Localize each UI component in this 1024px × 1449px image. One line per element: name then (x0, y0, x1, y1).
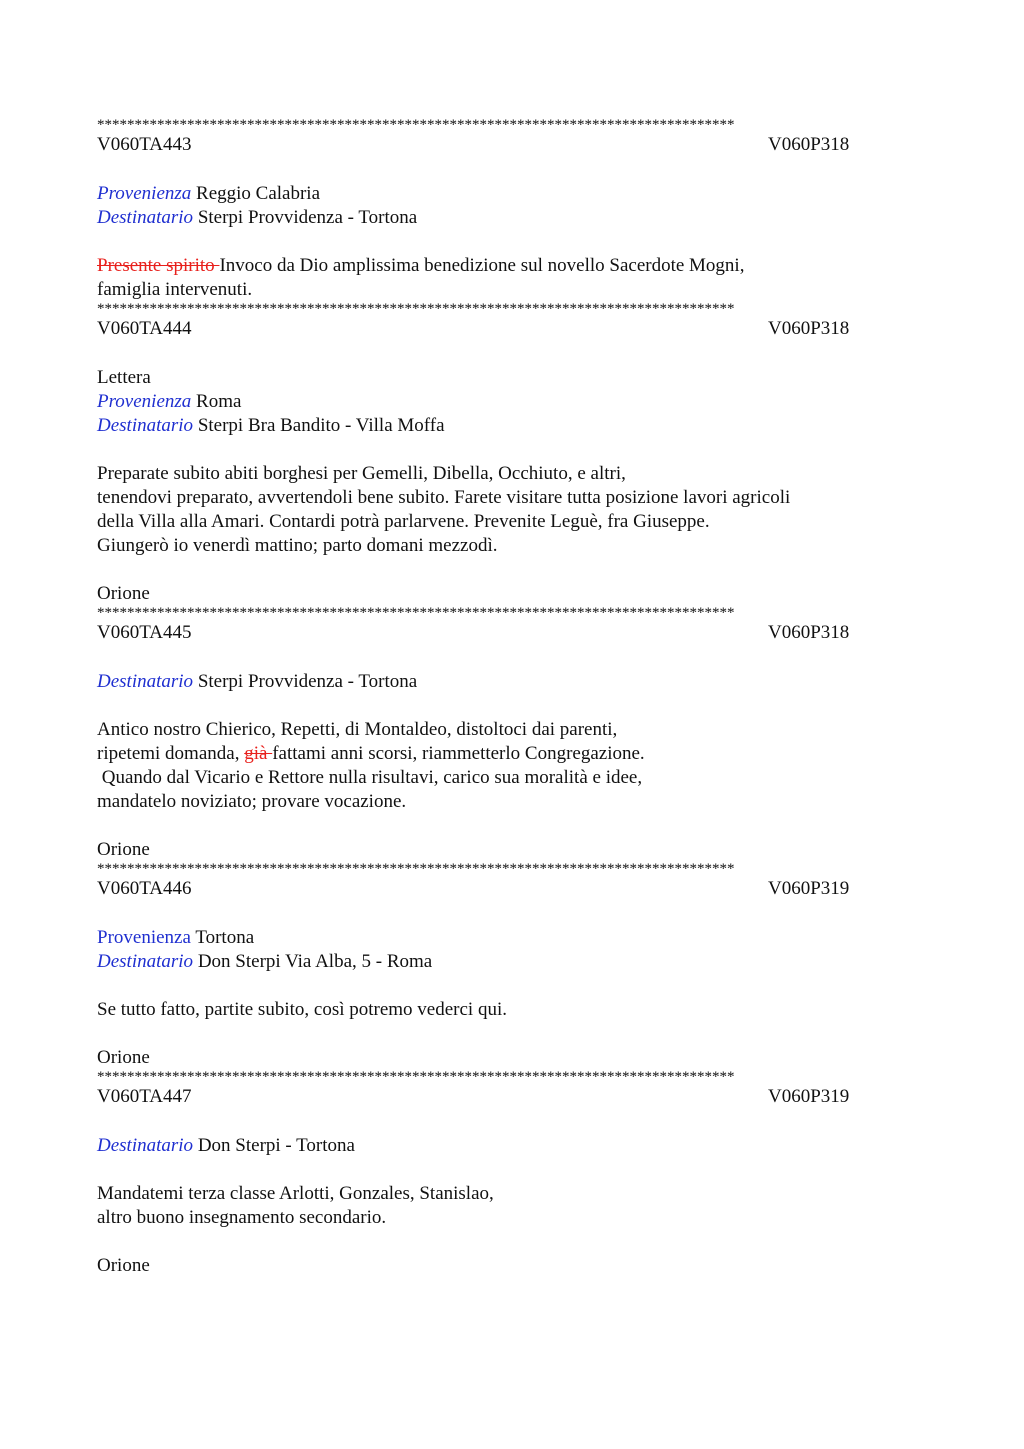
separator: ************************************************************************************* (97, 302, 735, 316)
body-text: Invoco da Dio amplissima benedizione sul novello Sacerdote Mogni, (219, 255, 745, 276)
entry-id: V060TA447 (97, 1086, 192, 1107)
entry-header (97, 876, 937, 902)
body-line: della Villa alla Amari. Contardi potrà parlarvene. Prevenite Leguè, fra Giuseppe. (97, 511, 710, 532)
provenienza-label: Provenienza (97, 391, 192, 412)
entry-page: V060P318 (768, 622, 850, 643)
body-line: Se tutto fatto, partite subito, così potremo vederci qui. (97, 999, 507, 1020)
body-text: ripetemi domanda, (97, 743, 245, 764)
destinatario-label: Destinatario (97, 415, 194, 436)
entry-page: V060P319 (768, 1086, 850, 1107)
entry-page: V060P318 (768, 134, 850, 155)
destinatario-value: Sterpi Bra Bandito - Villa Moffa (197, 415, 445, 436)
destinatario-label: Destinatario (97, 671, 194, 692)
destinatario-line (97, 206, 937, 230)
body-line: tenendovi preparato, avvertendoli bene subito. Farete visitare tutta posizione lavori agricoli (97, 487, 791, 508)
body-line (97, 254, 937, 278)
destinatario-line (97, 414, 937, 438)
separator: ************************************************************************************* (97, 118, 735, 132)
provenienza-line (97, 926, 937, 950)
provenienza-value: Tortona (195, 927, 255, 948)
separator: ************************************************************************************* (97, 606, 735, 620)
document-page (97, 118, 937, 1278)
body-line (97, 742, 937, 766)
destinatario-label: Destinatario (97, 1135, 194, 1156)
signature: Orione (97, 1047, 150, 1068)
body-text: fattami anni scorsi, riammetterlo Congregazione. (272, 743, 645, 764)
entry-header (97, 1084, 937, 1110)
entry-id: V060TA446 (97, 878, 192, 899)
signature: Orione (97, 1255, 150, 1276)
body-line: mandatelo noviziato; provare vocazione. (97, 791, 407, 812)
destinatario-value: Don Sterpi - Tortona (197, 1135, 355, 1156)
destinatario-value: Sterpi Provvidenza - Tortona (197, 207, 418, 228)
separator: ************************************************************************************* (97, 1070, 735, 1084)
destinatario-label: Destinatario (97, 951, 194, 972)
entry-id: V060TA445 (97, 622, 192, 643)
destinatario-label: Destinatario (97, 207, 194, 228)
deleted-text: già (244, 743, 273, 764)
entry-header (97, 620, 937, 646)
entry-id: V060TA443 (97, 134, 192, 155)
entry-id: V060TA444 (97, 318, 192, 339)
body-line: Mandatemi terza classe Arlotti, Gonzales, Stanislao, (97, 1183, 494, 1204)
body-line: Antico nostro Chierico, Repetti, di Montaldeo, distoltoci dai parenti, (97, 719, 618, 740)
deleted-text: Presente spirito (97, 255, 220, 276)
provenienza-value: Reggio Calabria (196, 183, 321, 204)
destinatario-line (97, 950, 937, 974)
provenienza-line (97, 182, 937, 206)
entry-header (97, 132, 937, 158)
destinatario-line (97, 670, 937, 694)
body-line: famiglia intervenuti. (97, 279, 253, 300)
entry-type: Lettera (97, 367, 151, 388)
body-line: Preparate subito abiti borghesi per Gemelli, Dibella, Occhiuto, e altri, (97, 463, 626, 484)
destinatario-value: Don Sterpi Via Alba, 5 - Roma (197, 951, 433, 972)
signature: Orione (97, 583, 150, 604)
entry-page: V060P319 (768, 878, 850, 899)
body-line: Quando dal Vicario e Rettore nulla risultavi, carico sua moralità e idee, (97, 767, 643, 788)
body-line: altro buono insegnamento secondario. (97, 1207, 387, 1228)
provenienza-value: Roma (196, 391, 242, 412)
provenienza-line (97, 390, 937, 414)
entry-header (97, 316, 937, 342)
provenienza-label: Provenienza (97, 927, 191, 948)
signature: Orione (97, 839, 150, 860)
separator: ************************************************************************************* (97, 862, 735, 876)
destinatario-line (97, 1134, 937, 1158)
entry-page: V060P318 (768, 318, 850, 339)
provenienza-label: Provenienza (97, 183, 192, 204)
destinatario-value: Sterpi Provvidenza - Tortona (197, 671, 418, 692)
body-line: Giungerò io venerdì mattino; parto domani mezzodì. (97, 535, 498, 556)
